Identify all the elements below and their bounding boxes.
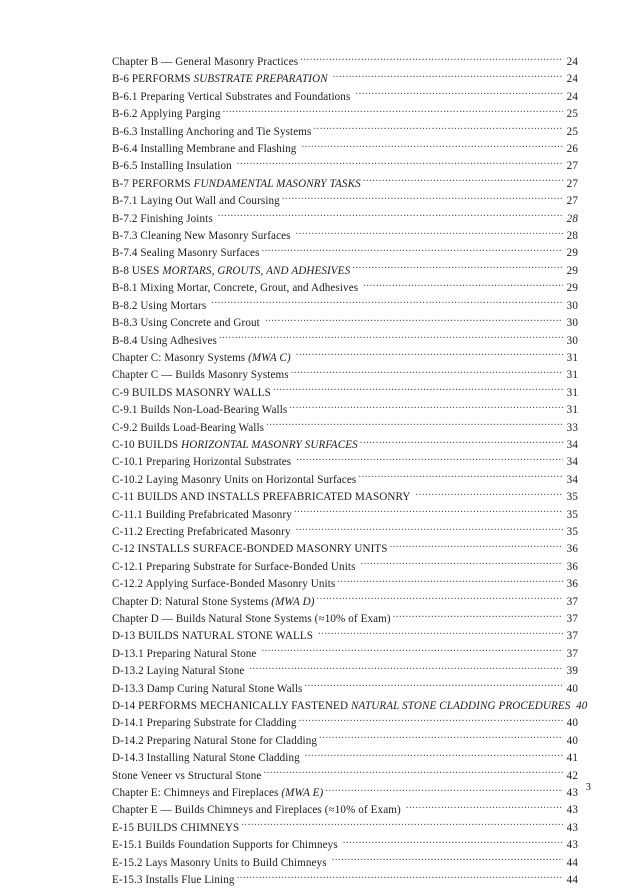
toc-dot-leader	[289, 402, 563, 413]
toc-dot-leader	[343, 837, 563, 848]
toc-entry-label	[112, 315, 265, 332]
toc-entry-label-roman: C-9 BUILDS MASONRY WALLS	[112, 386, 271, 399]
toc-entry-label	[112, 193, 282, 210]
toc-entry-label	[112, 54, 300, 71]
toc-entry-page-number: 43	[566, 787, 578, 800]
toc-entry-label	[112, 559, 361, 576]
toc-entry[interactable]	[112, 141, 578, 158]
toc-entry-page-number: 34	[566, 473, 578, 486]
toc-entry-page-number: 25	[566, 108, 578, 121]
toc-entry-label-roman: Chapter D — Builds Natural Stone Systems (≈10% of Exam)	[112, 613, 391, 625]
toc-entry[interactable]	[112, 350, 578, 367]
toc-entry[interactable]	[112, 663, 578, 680]
toc-entry-page-number: 36	[566, 543, 578, 556]
toc-entry-label-roman: D-13.1 Preparing Natural Stone	[112, 647, 257, 660]
toc-entry-label-roman: C-12.1 Preparing Substrate for Surface-Bonded Units	[112, 560, 356, 573]
toc-entry[interactable]	[112, 124, 578, 141]
toc-dot-leader	[305, 750, 563, 761]
toc-entry-page-number: 29	[566, 264, 578, 277]
toc-entry-label-roman: E-15.3 Installs Flue Lining	[112, 874, 235, 887]
toc-entry-page-number: 29	[566, 247, 578, 260]
toc-entry-label	[112, 837, 343, 854]
toc-dot-leader	[393, 611, 563, 622]
toc-entry-label-roman: C-11 BUILDS AND INSTALLS PREFABRICATED MASONRY	[112, 491, 411, 504]
toc-entry-page-number: 25	[566, 125, 578, 138]
toc-entry-page-number: 30	[566, 299, 578, 312]
toc-entry[interactable]	[112, 820, 578, 837]
toc-entry-page-number: 28	[566, 230, 578, 243]
toc-entry-page-number: 39	[566, 665, 578, 678]
toc-dot-leader	[313, 124, 563, 135]
toc-entry-page-number: 35	[566, 491, 578, 504]
toc-dot-leader	[317, 594, 564, 605]
toc-entry-label-italic: (MWA C)	[248, 351, 291, 364]
toc-entry-label	[112, 158, 237, 175]
toc-entry-label	[112, 750, 305, 767]
toc-entry-label-roman: Stone Veneer vs Structural Stone	[112, 769, 262, 782]
toc-entry-page-number: 37	[566, 647, 578, 660]
toc-dot-leader	[218, 211, 563, 222]
toc-entry-label	[112, 489, 416, 506]
toc-entry[interactable]	[112, 158, 578, 175]
toc-dot-leader	[363, 176, 563, 187]
toc-entry-label	[112, 71, 333, 88]
toc-entry-page-number: 41	[566, 752, 578, 765]
toc-entry[interactable]	[112, 263, 578, 280]
toc-entry-page-number: 35	[566, 525, 578, 538]
toc-entry-label-italic: FUNDAMENTAL MASONRY TASKS	[193, 177, 361, 190]
toc-entry-page-number: 37	[566, 613, 578, 625]
toc-dot-leader	[301, 141, 563, 152]
toc-dot-leader	[360, 437, 563, 448]
toc-entry-page-number: 35	[566, 508, 578, 521]
toc-dot-leader	[304, 681, 563, 692]
toc-entry[interactable]	[112, 576, 578, 593]
toc-entry-label	[112, 611, 393, 628]
toc-entry-label-roman: B-6 PERFORMS	[112, 73, 194, 86]
toc-entry[interactable]	[112, 402, 578, 419]
toc-dot-leader	[300, 54, 563, 65]
toc-dot-leader	[296, 350, 563, 361]
toc-entry-page-number: 30	[566, 317, 578, 330]
toc-entry[interactable]	[112, 385, 578, 402]
toc-entry-label-roman: C-9.2 Builds Load-Bearing Walls	[112, 421, 265, 434]
toc-entry-label	[112, 385, 273, 402]
toc-entry-page-number: 44	[566, 874, 578, 887]
toc-entry-label	[112, 820, 241, 837]
toc-entry-label	[112, 280, 363, 297]
toc-entry-page-number: 34	[566, 456, 578, 469]
toc-entry-label	[112, 594, 317, 611]
toc-entry-label	[112, 768, 263, 785]
toc-entry-label	[112, 89, 355, 106]
toc-entry-label-roman: E-15.2 Lays Masonry Units to Build Chimneys	[112, 856, 327, 869]
toc-entry-label	[112, 350, 296, 367]
toc-entry-label	[112, 106, 223, 123]
toc-entry-label-roman: C-10 BUILDS	[112, 438, 182, 451]
toc-dot-leader	[406, 802, 563, 813]
toc-entry[interactable]	[112, 628, 578, 645]
toc-dot-leader	[219, 333, 563, 344]
toc-entry-label-roman: B-6.3 Installing Anchoring and Tie Systems	[112, 125, 312, 138]
toc-entry-page-number: 37	[566, 595, 578, 608]
toc-entry[interactable]	[112, 872, 578, 889]
toc-entry-label	[112, 472, 358, 489]
toc-dot-leader	[211, 298, 563, 309]
toc-entry-label-roman: B-7 PERFORMS	[112, 177, 194, 190]
toc-entry-label-roman: B-6.1 Preparing Vertical Substrates and Foundations	[112, 90, 351, 103]
toc-dot-leader	[294, 507, 563, 518]
toc-entry-label-roman: C-11.2 Erecting Prefabricated Masonry	[112, 525, 291, 538]
toc-entry-label	[112, 437, 360, 454]
toc-dot-leader	[358, 472, 563, 483]
toc-entry-page-number: 28	[566, 212, 578, 225]
toc-entry[interactable]	[112, 472, 578, 489]
toc-dot-leader	[265, 315, 563, 326]
toc-entry-page-number: 43	[566, 804, 578, 817]
toc-entry-page-number: 36	[566, 578, 578, 591]
toc-entry-label	[112, 646, 261, 663]
toc-entry[interactable]	[112, 420, 578, 437]
toc-entry[interactable]	[112, 768, 578, 785]
toc-entry-label	[112, 541, 390, 558]
toc-entry-label	[112, 454, 296, 471]
toc-entry-label-roman: C-10.2 Laying Masonry Units on Horizontal Surfaces	[112, 473, 357, 486]
toc-entry[interactable]	[112, 611, 578, 628]
toc-entry-label-roman: Chapter E — Builds Chimneys and Fireplaces (≈10% of Exam)	[112, 804, 401, 817]
toc-entry-page-number: 26	[566, 143, 578, 156]
toc-entry-label-roman: D-13 BUILDS NATURAL STONE WALLS	[112, 630, 314, 643]
toc-entry-label-roman: B-8.4 Using Adhesives	[112, 334, 217, 347]
toc-entry[interactable]	[112, 594, 578, 611]
toc-entry-page-number: 40	[566, 734, 578, 747]
toc-dot-leader	[319, 733, 563, 744]
toc-entry[interactable]	[112, 437, 578, 454]
toc-entry[interactable]	[112, 489, 578, 506]
toc-entry-label-roman: B-7.2 Finishing Joints	[112, 212, 213, 225]
toc-entry[interactable]	[112, 333, 578, 350]
toc-entry[interactable]	[112, 715, 578, 732]
toc-dot-leader	[261, 646, 563, 657]
toc-dot-leader	[361, 559, 563, 570]
toc-entry[interactable]	[112, 54, 578, 71]
toc-entry-label	[112, 681, 304, 698]
toc-entry-page-number: 30	[566, 334, 578, 347]
toc-dot-leader	[355, 89, 563, 100]
toc-dot-leader	[299, 715, 563, 726]
toc-entry-label-roman: B-7.3 Cleaning New Masonry Surfaces	[112, 230, 291, 243]
toc-dot-leader	[223, 106, 563, 117]
toc-entry-label	[112, 176, 363, 193]
toc-entry[interactable]	[112, 837, 578, 854]
toc-entry-label-roman: D-14 PERFORMS MECHANICALLY FASTENED	[112, 700, 351, 713]
toc-dot-leader	[296, 454, 563, 465]
toc-dot-leader	[241, 820, 563, 831]
toc-dot-leader	[291, 367, 563, 378]
toc-entry[interactable]	[112, 855, 578, 872]
toc-entry-label	[112, 228, 296, 245]
toc-entry-label-roman: C-12 INSTALLS SURFACE-BONDED MASONRY UNITS	[112, 543, 388, 556]
toc-entry-page-number: 27	[566, 160, 578, 173]
toc-entry-page-number: 43	[566, 839, 578, 852]
toc-entry-label	[112, 367, 291, 384]
toc-entry-label	[112, 524, 296, 541]
toc-entry-label-roman: B-7.4 Sealing Masonry Surfaces	[112, 247, 260, 260]
toc-dot-leader	[273, 385, 563, 396]
toc-dot-leader	[390, 541, 563, 552]
toc-entry[interactable]	[112, 280, 578, 297]
toc-entry-page-number: 40	[576, 700, 588, 713]
toc-entry[interactable]	[112, 106, 578, 123]
toc-entry-page-number: 44	[566, 856, 578, 869]
toc-entry-label	[112, 124, 313, 141]
toc-entry-label-roman: B-8.2 Using Mortars	[112, 299, 207, 312]
toc-entry-label-roman: E-15.1 Builds Foundation Supports for Chimneys	[112, 839, 338, 852]
toc-entry-label	[112, 785, 325, 802]
toc-entry-label-roman: B-8 USES	[112, 264, 163, 277]
toc-entry-label-italic: (MWA E)	[281, 787, 324, 800]
toc-dot-leader	[363, 280, 563, 291]
toc-entry[interactable]	[112, 315, 578, 332]
toc-entry-page-number: 42	[566, 769, 578, 782]
toc-entry[interactable]	[112, 176, 578, 193]
toc-dot-leader	[333, 71, 563, 82]
toc-entry-page-number: 36	[566, 560, 578, 573]
toc-entry-label-roman: C-11.1 Building Prefabricated Masonry	[112, 508, 292, 521]
toc-entry[interactable]	[112, 681, 578, 698]
toc-entry[interactable]	[112, 367, 578, 384]
toc-entry-page-number: 24	[566, 56, 578, 68]
toc-entry-label	[112, 245, 262, 262]
toc-entry-label	[112, 855, 332, 872]
toc-entry-label	[112, 263, 352, 280]
toc-dot-leader	[249, 663, 563, 674]
toc-entry-label	[112, 715, 299, 732]
toc-entry-page-number: 40	[566, 682, 578, 695]
toc-entry[interactable]	[112, 750, 578, 767]
toc-entry-label-italic: HORIZONTAL MASONRY SURFACES	[181, 438, 358, 451]
toc-entry[interactable]	[112, 245, 578, 262]
toc-dot-leader	[352, 263, 563, 274]
toc-entry-label	[112, 333, 219, 350]
toc-entry[interactable]	[112, 785, 578, 802]
toc-entry[interactable]	[112, 228, 578, 245]
toc-entry[interactable]	[112, 507, 578, 524]
toc-entry-page-number: 31	[566, 351, 578, 364]
toc-entry-label-italic: SUBSTRATE PREPARATION	[193, 73, 328, 86]
toc-entry-label-italic: MORTARS, GROUTS, AND ADHESIVES	[162, 264, 351, 277]
footer-page-number: 3	[585, 782, 591, 793]
toc-dot-leader	[318, 628, 563, 639]
toc-entry-page-number: 24	[566, 90, 578, 103]
toc-entry[interactable]	[112, 211, 578, 228]
toc-entry[interactable]	[112, 71, 578, 88]
toc-entry[interactable]	[112, 193, 578, 210]
toc-entry-label	[112, 298, 211, 315]
toc-entry[interactable]	[112, 698, 588, 715]
toc-entry-label-roman: C-9.1 Builds Non-Load-Bearing Walls	[112, 404, 288, 417]
toc-dot-leader	[296, 524, 563, 535]
toc-entry-page-number: 37	[566, 630, 578, 643]
toc-entry-label-roman: Chapter E: Chimneys and Fireplaces	[112, 787, 282, 800]
toc-entry-label	[112, 733, 319, 750]
toc-dot-leader	[332, 855, 563, 866]
toc-entry[interactable]	[112, 802, 578, 819]
toc-dot-leader	[266, 420, 563, 431]
toc-entry[interactable]	[112, 541, 578, 558]
toc-entry-label-roman: B-6.4 Installing Membrane and Flashing	[112, 143, 297, 156]
toc-entry[interactable]	[112, 298, 578, 315]
toc-dot-leader	[237, 158, 563, 169]
toc-entry-label-roman: B-6.5 Installing Insulation	[112, 160, 232, 173]
toc-dot-leader	[416, 489, 563, 500]
toc-entry-label-roman: B-6.2 Applying Parging	[112, 108, 221, 121]
toc-entry-label-roman: Chapter C: Masonry Systems	[112, 351, 249, 364]
toc-entry-page-number: 43	[566, 821, 578, 834]
toc-entry-label-roman: Chapter C — Builds Masonry Systems	[112, 369, 289, 382]
toc-entry-page-number: 24	[566, 73, 578, 86]
toc-entry-page-number: 27	[566, 177, 578, 190]
toc-entry-label-roman: B-8.3 Using Concrete and Grout	[112, 317, 260, 330]
toc-dot-leader	[237, 872, 563, 883]
toc-entry-page-number: 29	[566, 282, 578, 295]
toc-entry-label-roman: D-14.3 Installing Natural Stone Cladding	[112, 752, 300, 765]
toc-entry-label	[112, 420, 266, 437]
toc-entry[interactable]	[112, 454, 578, 471]
toc-entry-page-number: 31	[566, 369, 578, 382]
toc-entry-label-roman: B-7.1 Laying Out Wall and Coursing	[112, 195, 280, 208]
toc-dot-leader	[325, 785, 563, 796]
toc-entry-label	[112, 507, 294, 524]
toc-dot-leader	[262, 245, 563, 256]
toc-entry-label	[112, 628, 318, 645]
toc-entry-label	[112, 141, 301, 158]
toc-entry-label-italic: (MWA D)	[271, 595, 315, 608]
toc-entry-label-roman: C-12.2 Applying Surface-Bonded Masonry Units	[112, 578, 336, 591]
toc-entry[interactable]	[112, 733, 578, 750]
toc-entry-label	[112, 872, 237, 889]
toc-entry-label-roman: Chapter D: Natural Stone Systems	[112, 595, 272, 608]
toc-entry-label-roman: D-14.1 Preparing Substrate for Cladding	[112, 717, 297, 730]
toc-entry-page-number: 33	[566, 421, 578, 434]
toc-entry-label-roman: D-14.2 Preparing Natural Stone for Cladding	[112, 734, 318, 747]
toc-entry-label-roman: B-8.1 Mixing Mortar, Concrete, Grout, and Adhesives	[112, 282, 359, 295]
toc-entry[interactable]	[112, 524, 578, 541]
toc-entry-page-number: 31	[566, 404, 578, 417]
toc-entry-page-number: 40	[566, 717, 578, 730]
toc-entry-page-number: 27	[566, 195, 578, 208]
toc-entry-label	[112, 211, 218, 228]
table-of-contents	[112, 54, 588, 890]
toc-entry-label	[112, 663, 249, 680]
toc-entry[interactable]	[112, 89, 578, 106]
toc-dot-leader	[282, 193, 563, 204]
toc-entry-page-number: 31	[566, 386, 578, 399]
toc-dot-leader	[296, 228, 563, 239]
toc-entry-label-roman: D-13.3 Damp Curing Natural Stone Walls	[112, 682, 303, 695]
toc-dot-leader	[337, 576, 563, 587]
toc-entry[interactable]	[112, 559, 578, 576]
toc-entry[interactable]	[112, 646, 578, 663]
toc-entry-label-roman: Chapter B — General Masonry Practices	[112, 56, 299, 68]
toc-entry-label-roman: C-10.1 Preparing Horizontal Substrates	[112, 456, 292, 469]
toc-entry-label-roman: E-15 BUILDS CHIMNEYS	[112, 821, 240, 834]
toc-entry-page-number: 34	[566, 438, 578, 451]
toc-entry-label-roman: D-13.2 Laying Natural Stone	[112, 665, 245, 678]
toc-entry-label	[112, 576, 337, 593]
toc-entry-label	[112, 402, 289, 419]
toc-dot-leader	[263, 768, 563, 779]
toc-entry-label	[112, 698, 572, 715]
toc-entry-label	[112, 802, 406, 819]
toc-entry-label-italic: NATURAL STONE CLADDING PROCEDURES	[350, 700, 571, 713]
